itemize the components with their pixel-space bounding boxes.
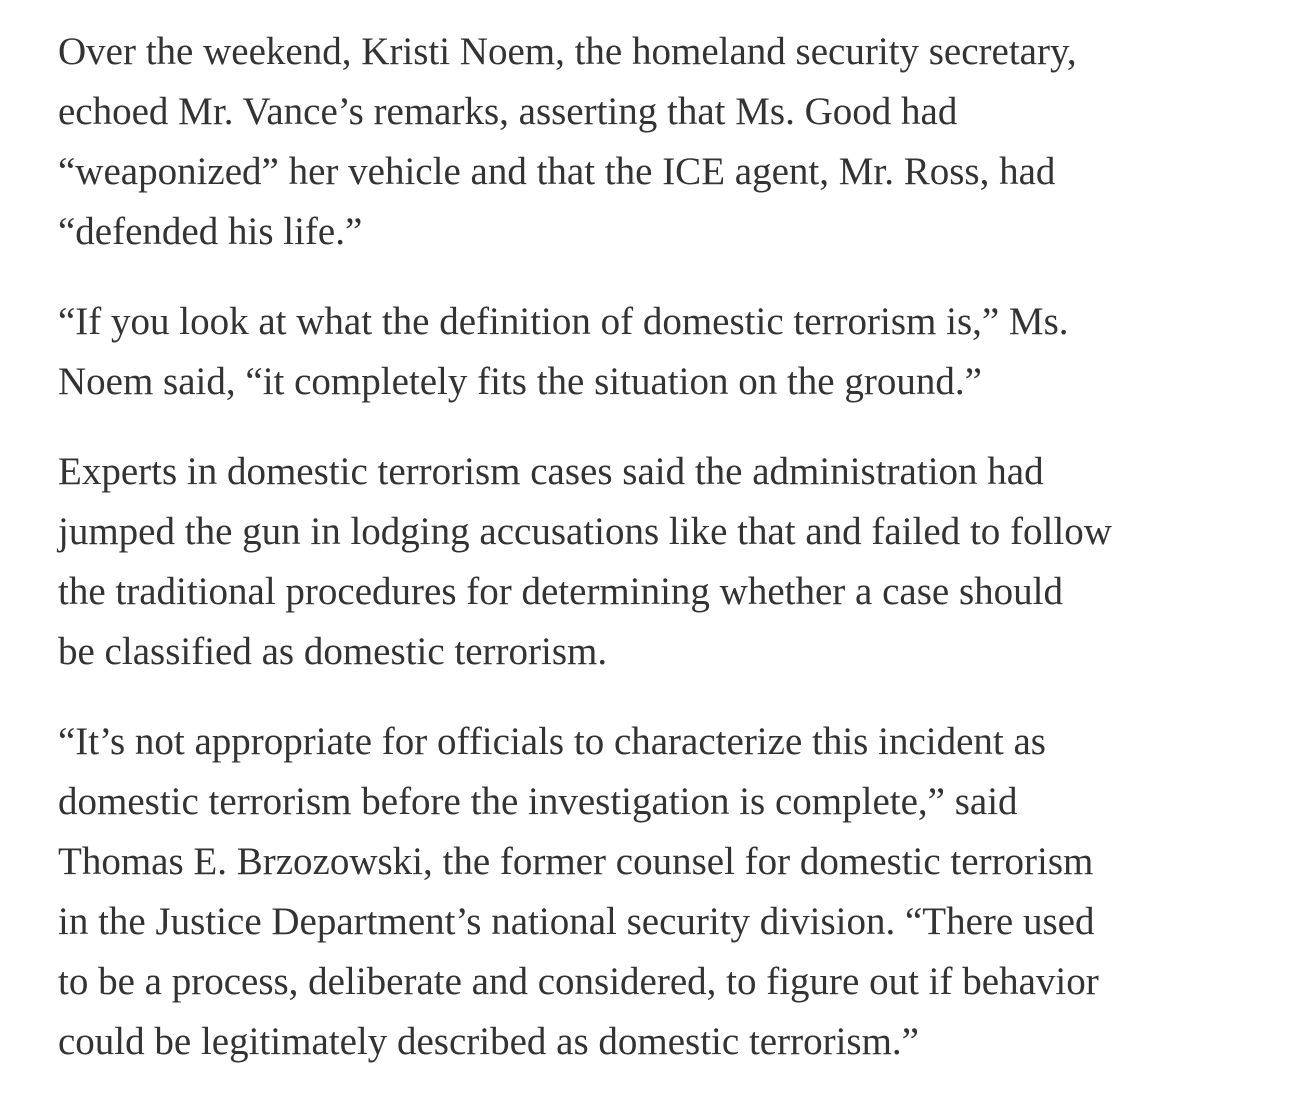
- text-line: could be legitimately described as domestic terrorism.”: [58, 1020, 919, 1063]
- text-line: echoed Mr. Vance’s remarks, asserting that Ms. Good had: [58, 90, 958, 133]
- text-line: Thomas E. Brzozowski, the former counsel for domestic terrorism: [58, 840, 1094, 883]
- article-body: [58, 22, 1283, 1102]
- paragraph: [58, 712, 1283, 1072]
- text-line: in the Justice Department’s national security division. “There used: [58, 900, 1095, 943]
- paragraph: [58, 22, 1283, 262]
- text-line: to be a process, deliberate and considered, to figure out if behavior: [58, 960, 1099, 1003]
- text-line: “If you look at what the definition of domestic terrorism is,” Ms.: [58, 300, 1069, 343]
- paragraph: [58, 292, 1283, 412]
- text-line: Noem said, “it completely fits the situation on the ground.”: [58, 360, 982, 403]
- text-line: “It’s not appropriate for officials to characterize this incident as: [58, 720, 1046, 763]
- paragraph: [58, 442, 1283, 682]
- text-line: domestic terrorism before the investigation is complete,” said: [58, 780, 1018, 823]
- text-line: be classified as domestic terrorism.: [58, 630, 608, 673]
- text-line: “weaponized” her vehicle and that the ICE agent, Mr. Ross, had: [58, 150, 1056, 193]
- text-line: Over the weekend, Kristi Noem, the homeland security secretary,: [58, 30, 1077, 73]
- text-line: the traditional procedures for determining whether a case should: [58, 570, 1063, 613]
- text-line: jumped the gun in lodging accusations like that and failed to follow: [58, 510, 1112, 553]
- text-line: “defended his life.”: [58, 210, 363, 253]
- text-line: Experts in domestic terrorism cases said the administration had: [58, 450, 1044, 493]
